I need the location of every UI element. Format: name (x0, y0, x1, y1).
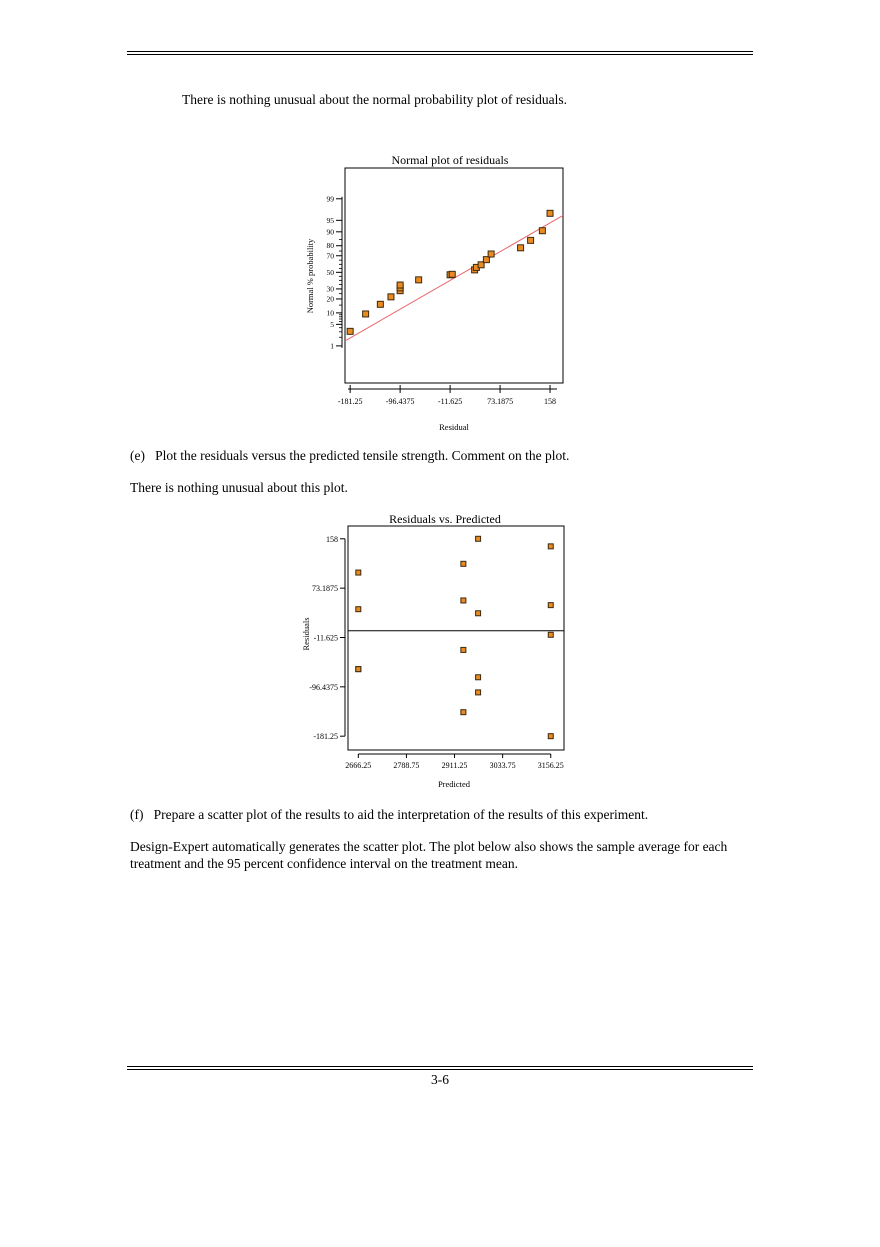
chart1-point (483, 257, 489, 263)
chart2-point (476, 536, 481, 541)
chart2-point (461, 598, 466, 603)
chart2-y-tick-label: -181.25 (313, 732, 338, 742)
chart1-y-tick-label: 80 (326, 241, 334, 251)
paragraph-residuals-comment: There is nothing unusual about this plot. (130, 480, 348, 495)
question-e-text: Plot the residuals versus the predicted tensile strength. Comment on the plot. (155, 448, 570, 463)
page-number: 3-6 (431, 1072, 449, 1087)
chart1-y-tick-label: 5 (330, 319, 334, 329)
chart1-point (388, 294, 394, 300)
chart2-point (548, 544, 553, 549)
paragraph-scatter-description: Design-Expert automatically generates the scatter plot. The plot below also shows the sample average for each treatment and the 95 percent confidence interval on the treatment mean. (130, 839, 728, 871)
chart1-x-tick-label: -96.4375 (385, 397, 415, 406)
question-f (130, 806, 648, 823)
chart1-y-tick-label: 90 (326, 227, 334, 237)
chart1-title: Normal plot of residuals (391, 153, 509, 167)
chart1-y-tick-label: 1 (330, 341, 334, 351)
chart1-point (539, 228, 545, 234)
chart1-point (547, 210, 553, 216)
chart1-xlabel: Residual (439, 422, 469, 432)
chart2-y-tick-label: 158 (326, 534, 338, 544)
chart2-point (476, 675, 481, 680)
chart1-y-tick-label: 50 (326, 267, 334, 277)
chart2-y-tick-label: 73.1875 (312, 584, 338, 594)
chart2-point (356, 667, 361, 672)
chart2-point (356, 570, 361, 575)
question-f-label: (f) (130, 807, 144, 822)
chart1-point (377, 301, 383, 307)
chart1-point (397, 282, 403, 288)
chart2-x-tick-label: 3156.25 (537, 761, 564, 770)
chart2-point (461, 647, 466, 652)
chart2-point (461, 561, 466, 566)
chart2-point (548, 734, 553, 739)
question-f-text: Prepare a scatter plot of the results to aid the interpretation of the results of this experiment. (153, 807, 649, 822)
chart1-ylabel: Normal % probability (305, 238, 315, 314)
chart1-y-tick-label: 70 (326, 251, 334, 261)
chart1-x-tick-label: 158 (544, 397, 557, 406)
normal-probability-plot (290, 150, 590, 435)
chart2-point (548, 632, 553, 637)
chart2-y-tick-label: -11.625 (313, 633, 338, 643)
footer-rule-bottom (127, 1069, 753, 1070)
chart2-frame (348, 526, 564, 750)
chart2-x-tick-label: 2666.25 (345, 761, 372, 770)
chart2-title: Residuals vs. Predicted (389, 512, 501, 526)
chart2-xlabel: Predicted (437, 779, 471, 789)
header-rule-top (127, 51, 753, 52)
header-rule-bottom (127, 54, 753, 55)
chart2-ylabel: Residuals (301, 617, 311, 651)
residuals-vs-predicted-plot (290, 508, 590, 793)
chart1-point (488, 251, 494, 257)
chart1-point (449, 271, 455, 277)
paragraph-normal-plot-comment: There is nothing unusual about the normal probability plot of residuals. (182, 92, 568, 107)
question-e (130, 447, 569, 464)
chart2-y-tick-label: -96.4375 (309, 682, 338, 692)
footer-rule-top (127, 1066, 753, 1067)
chart2-point (548, 603, 553, 608)
chart1-y-tick-label: 20 (326, 294, 334, 304)
chart1-x-tick-label: 73.1875 (487, 397, 514, 406)
question-e-label: (e) (130, 448, 145, 463)
chart1-point (363, 311, 369, 317)
chart1-y-tick-label: 99 (326, 194, 334, 204)
chart1-point (518, 245, 524, 251)
chart1-point (416, 277, 422, 283)
chart1-y-tick-label: 30 (326, 284, 334, 294)
chart2-point (461, 710, 466, 715)
chart1-y-tick-label: 10 (326, 308, 334, 318)
chart1-x-tick-label: -11.625 (437, 397, 463, 406)
chart2-x-tick-label: 3033.75 (489, 761, 516, 770)
chart2-point (476, 611, 481, 616)
chart1-point (528, 237, 534, 243)
chart2-x-tick-label: 2788.75 (393, 761, 420, 770)
chart2-point (356, 607, 361, 612)
chart1-y-tick-label: 95 (326, 215, 334, 225)
chart1-point (347, 328, 353, 334)
chart1-x-tick-label: -181.25 (337, 397, 363, 406)
chart2-x-tick-label: 2911.25 (441, 761, 468, 770)
chart2-point (476, 690, 481, 695)
chart1-fit-line (345, 215, 563, 340)
